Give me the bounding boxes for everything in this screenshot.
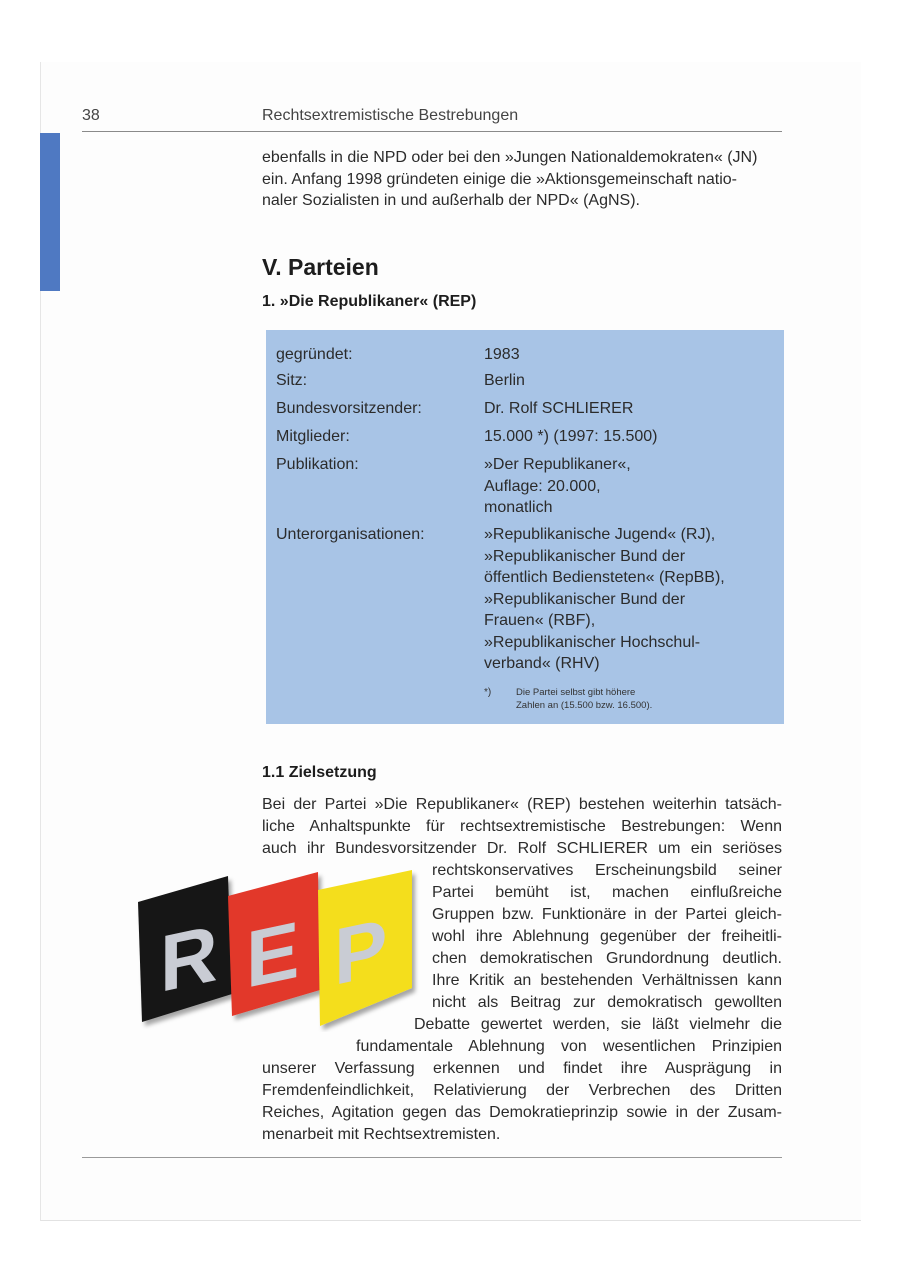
fact-value-line: verband« (RHV) bbox=[484, 655, 600, 672]
intro-paragraph bbox=[262, 147, 782, 212]
fact-value-multiline bbox=[484, 524, 774, 675]
fact-value: 1983 bbox=[484, 346, 520, 363]
body-line: wohl ihre Ablehnung gegenüber der freiheitli- bbox=[432, 928, 782, 945]
svg-text:R: R bbox=[160, 908, 218, 1010]
fact-label: Unterorganisationen: bbox=[276, 526, 425, 543]
fact-value-line: »Republikanische Jugend« (RJ), bbox=[484, 526, 716, 543]
subsection-title: 1. »Die Republikaner« (REP) bbox=[262, 293, 477, 310]
logo-yellow-panel bbox=[318, 870, 412, 1026]
svg-text:P: P bbox=[334, 902, 388, 1003]
page-number: 38 bbox=[82, 107, 100, 124]
body-line: Gruppen bzw. Funktionäre in der Partei gleich- bbox=[432, 906, 782, 923]
body-line: auch ihr Bundesvorsitzender Dr. Rolf SCHLIERER um ein seriöses bbox=[262, 840, 782, 857]
header-rule bbox=[82, 131, 782, 132]
body-line: Partei bemüht ist, machen einflußreiche bbox=[432, 884, 782, 901]
fact-value-line: »Republikanischer Bund der bbox=[484, 590, 686, 608]
body-line: Fremdenfeindlichkeit, Relativierung der Verbrechen des Dritten bbox=[262, 1082, 782, 1099]
fact-label: gegründet: bbox=[276, 346, 353, 363]
body-line: unserer Verfassung erkennen und findet ihre Ausprägung in bbox=[262, 1060, 782, 1077]
fact-value-line: Auflage: 20.000, bbox=[484, 477, 601, 495]
body-line: Ihre Kritik an bestehenden Verhältnissen kann bbox=[432, 972, 782, 989]
footnote-line: Zahlen an (15.500 bzw. 16.500). bbox=[516, 700, 653, 711]
body-line: fundamentale Ablehnung von wesentlichen Prinzipien bbox=[356, 1038, 782, 1055]
body-line: chen demokratischen Grundordnung deutlich. bbox=[432, 950, 782, 967]
footnote-marker: *) bbox=[484, 687, 492, 698]
fact-label: Bundesvorsitzender: bbox=[276, 400, 422, 417]
running-head: Rechtsextremistische Bestrebungen bbox=[262, 107, 519, 124]
fact-label: Sitz: bbox=[276, 372, 308, 389]
fact-value-line: Frauen« (RBF), bbox=[484, 612, 596, 629]
intro-line: ebenfalls in die NPD oder bei den »Jungen Nationaldemokraten« (JN) bbox=[262, 149, 758, 166]
footnote-line: Die Partei selbst gibt höhere bbox=[516, 687, 636, 698]
fact-value-line: »Republikanischer Hochschul- bbox=[484, 633, 701, 651]
fact-label: Publikation: bbox=[276, 456, 359, 473]
party-fact-box bbox=[266, 330, 784, 724]
fact-value-multiline bbox=[484, 454, 774, 519]
body-line: Debatte gewertet werden, sie läßt vielmehr die bbox=[414, 1016, 782, 1033]
footer-rule bbox=[82, 1157, 782, 1158]
fact-value: Berlin bbox=[484, 372, 525, 389]
footnote-text bbox=[516, 686, 756, 712]
body-line: rechtskonservatives Erscheinungsbild seiner bbox=[432, 862, 782, 879]
body-line: nicht als Beitrag zur demokratisch gewollten bbox=[432, 994, 782, 1011]
logo-black-panel bbox=[138, 876, 232, 1022]
subsection-heading-goals: 1.1 Zielsetzung bbox=[262, 764, 377, 781]
fact-value-line: »Der Republikaner«, bbox=[484, 456, 631, 473]
intro-line: ein. Anfang 1998 gründeten einige die »Aktionsgemeinschaft natio- bbox=[262, 170, 738, 188]
body-line: Reiches, Agitation gegen das Demokratieprinzip sowie in der Zusam- bbox=[262, 1104, 782, 1121]
fact-label: Mitglieder: bbox=[276, 428, 350, 445]
fact-value: 15.000 *) (1997: 15.500) bbox=[484, 428, 658, 445]
body-line: menarbeit mit Rechtsextremisten. bbox=[262, 1126, 501, 1143]
rep-party-logo bbox=[132, 866, 424, 1032]
fact-value-line: monatlich bbox=[484, 499, 553, 516]
intro-line: naler Sozialisten in und außerhalb der NPD« (AgNS). bbox=[262, 192, 640, 209]
fact-value-line: »Republikanischer Bund der bbox=[484, 547, 686, 565]
logo-red-panel bbox=[228, 872, 320, 1016]
fact-value: Dr. Rolf SCHLIERER bbox=[484, 400, 634, 417]
svg-text:E: E bbox=[246, 905, 300, 1006]
chapter-marker-tab bbox=[40, 133, 60, 291]
fact-value-line: öffentlich Bediensteten« (RepBB), bbox=[484, 569, 725, 586]
body-line: Bei der Partei »Die Republikaner« (REP) bestehen weiterhin tatsäch- bbox=[262, 796, 782, 813]
body-line: liche Anhaltspunkte für rechtsextremistische Bestrebungen: Wenn bbox=[262, 818, 782, 835]
section-title: V. Parteien bbox=[262, 254, 379, 280]
